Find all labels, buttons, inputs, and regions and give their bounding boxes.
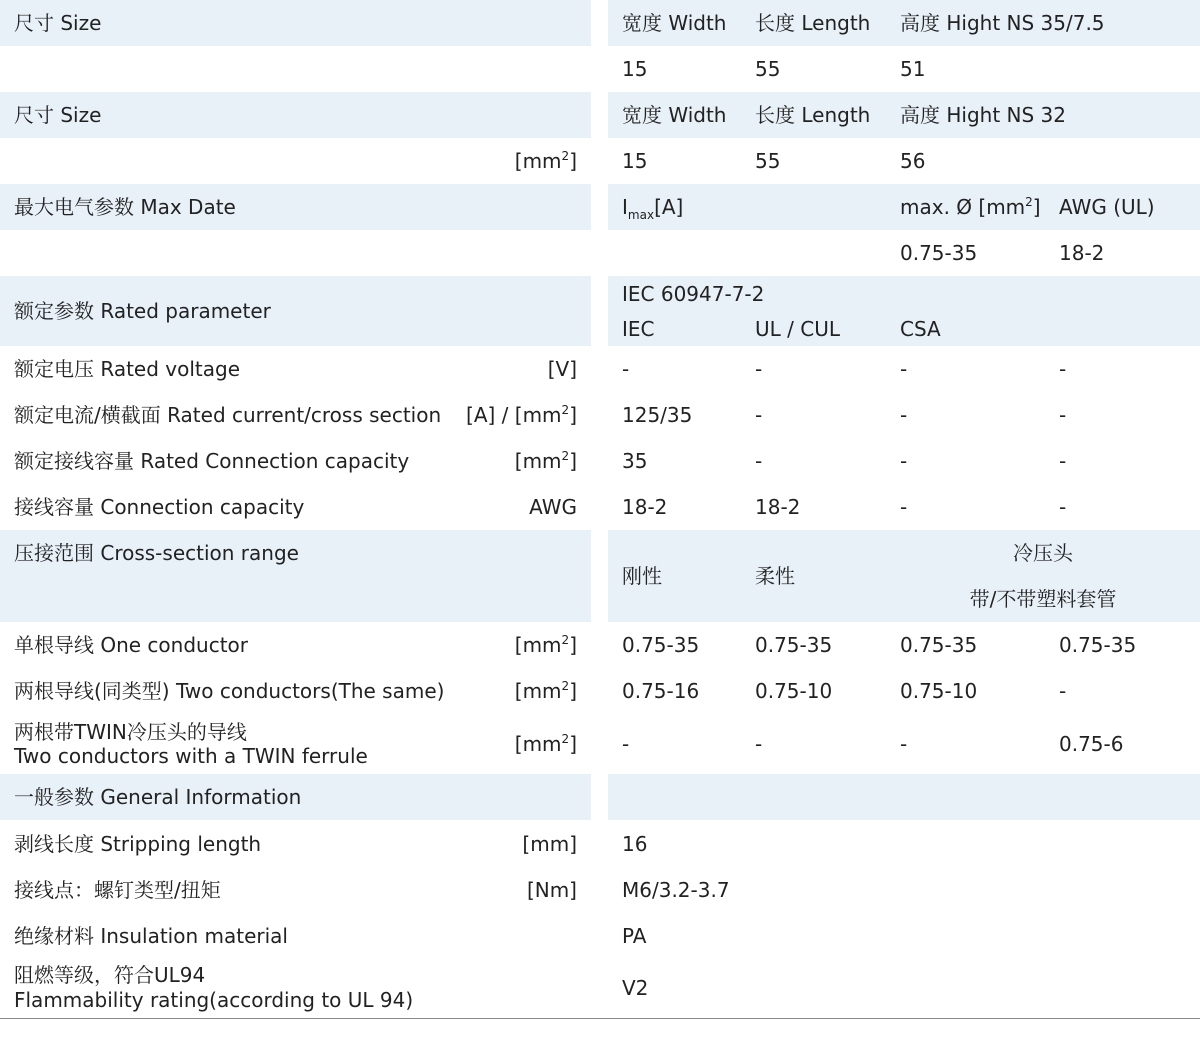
cell-rigid: 刚性 (622, 564, 662, 588)
cell-value: - (622, 732, 630, 756)
row-label: 剥线长度 Stripping length (14, 832, 262, 856)
row-label-en: Flammability rating(according to UL 94) (14, 988, 414, 1012)
row-label: 接线点：螺钉类型/扭矩 (14, 878, 221, 902)
cell-value: 0.75-10 (755, 679, 833, 703)
row-size-ns32 (0, 92, 1200, 138)
cell-awg-value: 18-2 (1059, 241, 1105, 265)
cell-value: 0.75-35 (1059, 633, 1137, 657)
unit-a-mm2: $[A] / [mm^2]$ (466, 403, 577, 427)
unit-mm2: $[mm^2]$ (514, 149, 577, 173)
cell-length-value: 55 (755, 57, 781, 81)
row-twin-ferrule (0, 714, 1200, 774)
row-max-data-values (0, 230, 1200, 276)
row-label: 压接范围 Cross-section range (14, 541, 299, 565)
row-cross-section-range (0, 530, 1200, 622)
cell-width-value: 15 (622, 149, 648, 173)
row-flammability-rating (0, 958, 1200, 1018)
row-size-ns35 (0, 0, 1200, 46)
cell-max-diameter-value: 0.75-35 (900, 241, 978, 265)
row-label-en: Two conductors with a TWIN ferrule (14, 744, 368, 768)
cell-length-value: 55 (755, 149, 781, 173)
unit-mm2: $[mm^2]$ (514, 732, 577, 756)
cell-value: - (1059, 403, 1067, 427)
cell-value: - (1059, 495, 1067, 519)
cell-ul-cul: UL / CUL (755, 317, 840, 341)
cell-value: M6/3.2-3.7 (622, 878, 730, 902)
row-size-ns32-values (0, 138, 1200, 184)
cell-imax-header: $I_{max}[A]$ (622, 195, 684, 222)
cell-csa: CSA (900, 317, 941, 341)
unit-v: [V] (547, 357, 577, 381)
row-label: 绝缘材料 Insulation material (14, 924, 288, 948)
cell-width-header: 宽度 Width (622, 11, 727, 35)
unit-mm2: $[mm^2]$ (514, 633, 577, 657)
cell-value: V2 (622, 976, 649, 1000)
cell-value: - (755, 449, 763, 473)
cell-value: - (900, 357, 908, 381)
cell-value: - (900, 495, 908, 519)
row-max-data (0, 184, 1200, 230)
standard-label: IEC 60947-7-2 (622, 282, 765, 306)
row-label: 尺寸 Size (14, 103, 102, 127)
cell-value: 0.75-6 (1059, 732, 1124, 756)
cell-height-header: 高度 Hight NS 35/7.5 (900, 11, 1105, 35)
unit-awg: AWG (529, 495, 577, 519)
row-rated-current (0, 392, 1200, 438)
cell-value: 0.75-16 (622, 679, 700, 703)
row-label-cn: 阻燃等级，符合UL94 (14, 963, 206, 987)
section-title: 一般参数 General Information (14, 785, 302, 809)
row-label: 接线容量 Connection capacity (14, 495, 305, 519)
cell-value: - (1059, 449, 1067, 473)
cell-awg-header: AWG (UL) (1059, 195, 1155, 219)
unit-mm: [mm] (522, 832, 577, 856)
row-screw-torque (0, 866, 1200, 912)
row-label: 最大电气参数 Max Date (14, 195, 236, 219)
cell-width-header: 宽度 Width (622, 103, 727, 127)
unit-mm2: $[mm^2]$ (514, 679, 577, 703)
row-label-cn: 两根带TWIN冷压头的导线 (14, 720, 247, 744)
row-label: 额定接线容量 Rated Connection capacity (14, 449, 410, 473)
cell-value: - (1059, 357, 1067, 381)
cell-value: - (755, 732, 763, 756)
bottom-divider (0, 1018, 1200, 1019)
cell-height-value: 51 (900, 57, 926, 81)
row-one-conductor (0, 622, 1200, 668)
cell-length-header: 长度 Length (755, 11, 871, 35)
cell-value: - (900, 449, 908, 473)
row-stripping-length (0, 820, 1200, 866)
cell-value: 0.75-35 (622, 633, 700, 657)
cell-length-header: 长度 Length (755, 103, 871, 127)
row-rated-parameter (0, 276, 1200, 346)
unit-nm: [Nm] (526, 878, 577, 902)
cell-ferrule-subheader: 带/不带塑料套管 (969, 587, 1117, 611)
cell-height-header: 高度 Hight NS 32 (900, 103, 1066, 127)
cell-max-diameter-header: max. Ø $[mm^2]$ (900, 195, 1041, 219)
cell-value: 125/35 (622, 403, 693, 427)
cell-value: - (900, 403, 908, 427)
cell-value: 18-2 (755, 495, 801, 519)
row-two-conductors (0, 668, 1200, 714)
cell-ferrule-header: 冷压头 (1013, 541, 1073, 565)
row-insulation-material (0, 912, 1200, 958)
cell-value: - (1059, 679, 1067, 703)
cell-value: 16 (622, 832, 648, 856)
cell-value: 0.75-35 (755, 633, 833, 657)
row-rated-voltage (0, 346, 1200, 392)
row-label: 额定电流/横截面 Rated current/cross section (14, 403, 442, 427)
cell-value: 35 (622, 449, 648, 473)
row-label: 单根导线 One conductor (14, 633, 249, 657)
row-general-information (0, 774, 1200, 820)
row-label: 额定参数 Rated parameter (14, 299, 271, 323)
cell-value: - (755, 403, 763, 427)
cell-value: - (622, 357, 630, 381)
cell-value: - (755, 357, 763, 381)
row-rated-connection-capacity (0, 438, 1200, 484)
unit-mm2: $[mm^2]$ (514, 449, 577, 473)
row-connection-capacity (0, 484, 1200, 530)
cell-value: - (900, 732, 908, 756)
row-label: 额定电压 Rated voltage (14, 357, 240, 381)
cell-height-value: 56 (900, 149, 926, 173)
cell-width-value: 15 (622, 57, 648, 81)
cell-iec: IEC (622, 317, 655, 341)
cell-value: PA (622, 924, 647, 948)
cell-value: 0.75-35 (900, 633, 978, 657)
cell-value: 0.75-10 (900, 679, 978, 703)
row-label: 两根导线(同类型) Two conductors(The same) (14, 679, 445, 703)
cell-value: 18-2 (622, 495, 668, 519)
row-label: 尺寸 Size (14, 11, 102, 35)
row-size-ns35-values (0, 46, 1200, 92)
cell-flexible: 柔性 (755, 564, 795, 588)
